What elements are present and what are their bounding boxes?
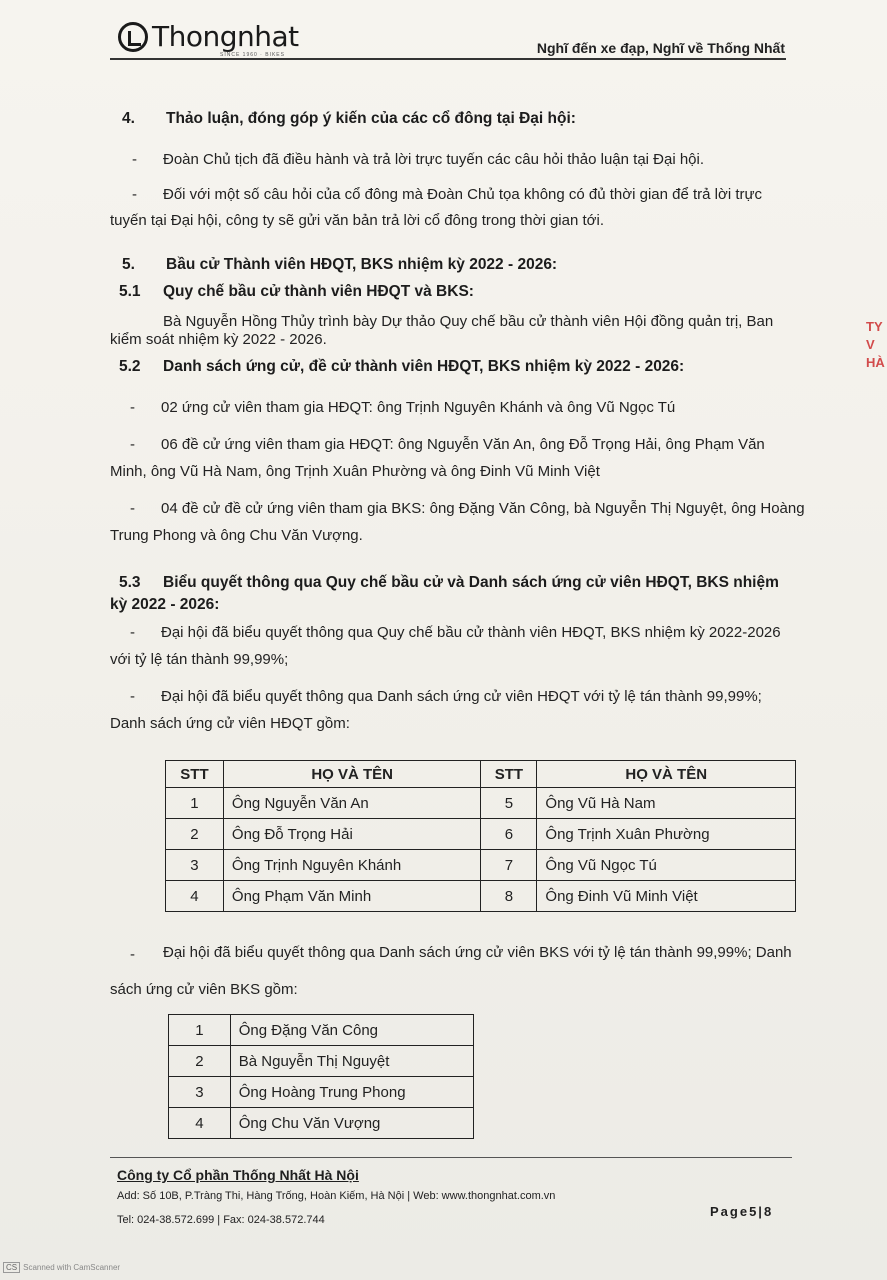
section-5-3-number: 5.3: [119, 574, 141, 591]
section-5-1-title: Quy chế bầu cử thành viên HĐQT và BKS:: [163, 283, 474, 300]
table-row: [169, 1046, 474, 1077]
bullet-dash: -: [132, 186, 137, 203]
table-cell: Ông Đinh Vũ Minh Việt: [537, 881, 796, 912]
table-cell: 3: [166, 850, 224, 881]
table-cell: 3: [169, 1077, 231, 1108]
hdqt-candidate-table: [165, 760, 796, 912]
bks-candidate-table: [168, 1014, 474, 1139]
logo-text: Thongnhat: [152, 20, 299, 53]
section-5-title: Bầu cử Thành viên HĐQT, BKS nhiệm kỳ 2022 - 2026:: [166, 256, 558, 273]
table-row: [166, 881, 796, 912]
header-divider: [110, 58, 786, 60]
column-header: STT: [481, 761, 537, 788]
logo-mark-icon: [118, 22, 148, 52]
section-5-1-text-line-1: Bà Nguyễn Hồng Thủy trình bày Dự thảo Quy chế bầu cử thành viên Hội đồng quản trị, Ban: [163, 313, 774, 330]
table-cell: 1: [166, 788, 224, 819]
section-4-title: Thảo luận, đóng góp ý kiến của các cổ đông tại Đại hội:: [166, 110, 576, 127]
section-5-1-text-line-2: kiểm soát nhiệm kỳ 2022 - 2026.: [110, 331, 327, 348]
table-cell: 4: [169, 1108, 231, 1139]
section-5-3-bullet-1-line-2: với tỷ lệ tán thành 99,99%;: [110, 651, 289, 668]
table-row: [169, 1108, 474, 1139]
section-5-2-bullet-2-line-1: 06 đề cử ứng viên tham gia HĐQT: ông Nguyễn Văn An, ông Đỗ Trọng Hải, ông Phạm Văn: [161, 436, 765, 453]
table-cell: Bà Nguyễn Thị Nguyệt: [230, 1046, 473, 1077]
bullet-dash: -: [130, 436, 135, 453]
section-5-1-number: 5.1: [119, 283, 141, 300]
table-cell: Ông Chu Văn Vượng: [230, 1108, 473, 1139]
page-number: Page5|8: [710, 1204, 774, 1219]
header-slogan: Nghĩ đến xe đạp, Nghĩ về Thống Nhất: [536, 40, 785, 56]
table-cell: 5: [481, 788, 537, 819]
section-5-2-bullet-3-line-2: Trung Phong và ông Chu Văn Vượng.: [110, 527, 363, 544]
section-5-3-title-line-2: kỳ 2022 - 2026:: [110, 596, 220, 613]
footer-company-name: Công ty Cổ phần Thống Nhất Hà Nội: [117, 1167, 359, 1183]
scanner-text: Scanned with CamScanner: [23, 1263, 121, 1272]
table-cell: 4: [166, 881, 224, 912]
bullet-dash: -: [130, 688, 135, 705]
section-5-2-bullet-1: 02 ứng cử viên tham gia HĐQT: ông Trịnh Nguyên Khánh và ông Vũ Ngọc Tú: [161, 399, 676, 416]
section-4-bullet-2-line-2: tuyến tại Đại hội, công ty sẽ gửi văn bản trả lời cổ đông trong thời gian tới.: [110, 212, 604, 229]
bullet-dash: -: [130, 399, 135, 416]
footer-address: Add: Số 10B, P.Tràng Thi, Hàng Trống, Hoàn Kiếm, Hà Nội | Web: www.thongnhat.com.vn: [117, 1190, 556, 1202]
table-cell: 7: [481, 850, 537, 881]
section-5-3-bullet-2-line-2: Danh sách ứng cử viên HĐQT gồm:: [110, 715, 350, 732]
table-cell: Ông Đặng Văn Công: [230, 1015, 473, 1046]
footer-contact: Tel: 024-38.572.699 | Fax: 024-38.572.744: [117, 1214, 325, 1226]
section-5-3-bullet-3-line-2: sách ứng cử viên BKS gồm:: [110, 981, 298, 998]
table-cell: Ông Nguyễn Văn An: [223, 788, 481, 819]
table-cell: 2: [169, 1046, 231, 1077]
column-header: STT: [166, 761, 224, 788]
bullet-dash: -: [130, 946, 135, 963]
column-header: HỌ VÀ TÊN: [223, 761, 481, 788]
table-cell: 2: [166, 819, 224, 850]
bullet-dash: -: [130, 500, 135, 517]
section-4-number: 4.: [122, 110, 135, 127]
company-logo: [118, 22, 299, 52]
section-4-bullet-2-line-1: Đối với một số câu hỏi của cổ đông mà Đoàn Chủ tọa không có đủ thời gian để trả lời trực: [163, 186, 763, 203]
table-cell: Ông Vũ Hà Nam: [537, 788, 796, 819]
table-cell: Ông Đỗ Trọng Hải: [223, 819, 481, 850]
logo-subtext: SINCE 1960 · BIKES: [220, 52, 285, 58]
section-4-bullet-1: Đoàn Chủ tịch đã điều hành và trả lời trực tuyến các câu hỏi thảo luận tại Đại hội.: [163, 151, 705, 168]
table-cell: Ông Trịnh Nguyên Khánh: [223, 850, 481, 881]
table-row: [169, 1015, 474, 1046]
table-cell: Ông Hoàng Trung Phong: [230, 1077, 473, 1108]
table-cell: Ông Phạm Văn Minh: [223, 881, 481, 912]
section-5-2-bullet-3-line-1: 04 đề cử đề cử ứng viên tham gia BKS: ông Đặng Văn Công, bà Nguyễn Thị Nguyệt, ông Hoàng: [161, 500, 805, 517]
table-header-row: [166, 761, 796, 788]
section-5-2-bullet-2-line-2: Minh, ông Vũ Hà Nam, ông Trịnh Xuân Phường và ông Đinh Vũ Minh Việt: [110, 463, 600, 480]
bullet-dash: -: [130, 624, 135, 641]
camscanner-icon: CS: [3, 1262, 20, 1273]
table-cell: 6: [481, 819, 537, 850]
footer-divider: [110, 1157, 792, 1158]
section-5-3-bullet-3-line-1: Đại hội đã biểu quyết thông qua Danh sách ứng cử viên BKS với tỷ lệ tán thành 99,99%; Danh: [163, 944, 792, 961]
section-5-3-bullet-1-line-1: Đại hội đã biểu quyết thông qua Quy chế bầu cử thành viên HĐQT, BKS nhiệm kỳ 2022-2026: [161, 624, 781, 641]
bullet-dash: -: [132, 151, 137, 168]
column-header: HỌ VÀ TÊN: [537, 761, 796, 788]
table-cell: Ông Vũ Ngọc Tú: [537, 850, 796, 881]
section-5-3-bullet-2-line-1: Đại hội đã biểu quyết thông qua Danh sách ứng cử viên HĐQT với tỷ lệ tán thành 99,99%;: [161, 688, 762, 705]
table-row: [166, 788, 796, 819]
table-row: [169, 1077, 474, 1108]
table-row: [166, 819, 796, 850]
table-cell: Ông Trịnh Xuân Phường: [537, 819, 796, 850]
red-stamp-fragment: TY V HÀ: [866, 319, 885, 370]
table-cell: 8: [481, 881, 537, 912]
section-5-3-title-line-1: Biểu quyết thông qua Quy chế bầu cử và Danh sách ứng cử viên HĐQT, BKS nhiệm: [163, 574, 779, 591]
scanner-watermark: [3, 1262, 120, 1273]
section-5-number: 5.: [122, 256, 135, 273]
section-5-2-title: Danh sách ứng cử, đề cử thành viên HĐQT, BKS nhiệm kỳ 2022 - 2026:: [163, 358, 685, 375]
section-5-2-number: 5.2: [119, 358, 141, 375]
table-cell: 1: [169, 1015, 231, 1046]
table-row: [166, 850, 796, 881]
